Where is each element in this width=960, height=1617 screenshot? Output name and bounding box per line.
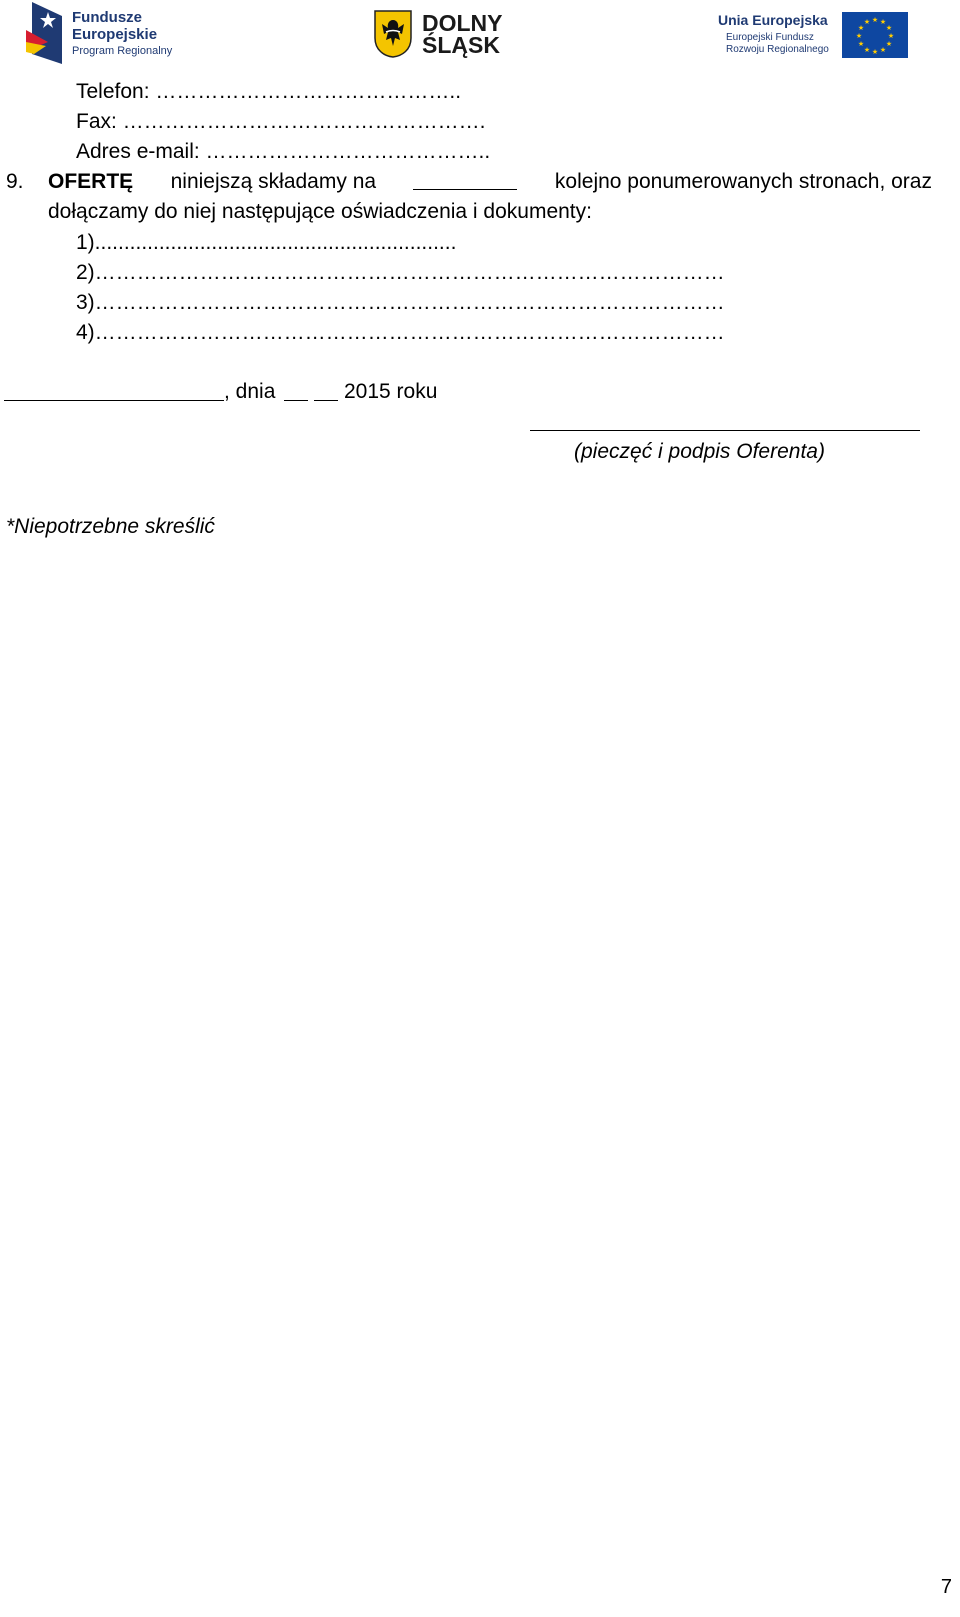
svg-text:★: ★: [857, 24, 865, 32]
attachment-item: 4)………………………………………………………………………………: [76, 321, 725, 344]
email-line: Adres e-mail: …………………………………..: [76, 140, 491, 163]
section-9-second-line: dołączamy do niej następujące oświadczenia i dokumenty:: [48, 200, 592, 223]
eu-logo-line3: Rozwoju Regionalnego: [726, 44, 829, 55]
svg-text:★: ★: [885, 40, 893, 48]
fe-logo-line2: Europejskie: [72, 26, 158, 43]
logo-fundusze-europejskie: [26, 2, 186, 64]
day-blank: [284, 400, 308, 401]
section-9-first-line: [48, 169, 932, 195]
ds-logo-line1: DOLNY: [422, 10, 503, 36]
ds-logo-line2: ŚLĄSK: [422, 32, 500, 58]
fe-logo-line3: Program Regionalny: [72, 45, 173, 57]
logo-dolny-slask: [374, 10, 514, 60]
svg-text:★: ★: [857, 40, 865, 48]
section-number: 9.: [6, 170, 24, 193]
svg-text:★: ★: [885, 24, 893, 32]
offer-text-before-blank: niniejszą składamy na: [170, 170, 377, 193]
page-count-blank: [413, 169, 517, 190]
place-blank: [4, 400, 224, 401]
fax-line: Fax: …………………………………………….: [76, 110, 486, 133]
fe-logo-icon: [26, 2, 62, 64]
eu-logo-line1: Unia Europejska: [718, 12, 828, 28]
signature-line: [530, 430, 920, 431]
logo-unia-europejska: [718, 10, 910, 60]
fe-logo-line1: Fundusze: [72, 9, 142, 26]
svg-text:★: ★: [871, 48, 879, 56]
svg-text:★: ★: [887, 32, 895, 40]
svg-text:★: ★: [863, 18, 871, 26]
svg-text:★: ★: [871, 16, 879, 24]
page-number: 7: [940, 1576, 952, 1598]
footnote: *Niepotrzebne skreślić: [6, 515, 215, 538]
offer-text-after-blank: kolejno ponumerowanych stronach, oraz: [554, 170, 932, 193]
attachment-item: 1)..............................................................: [76, 231, 457, 254]
svg-text:★: ★: [855, 32, 863, 40]
signature-caption: (pieczęć i podpis Oferenta): [574, 440, 825, 463]
eu-logo-line2: Europejski Fundusz: [726, 32, 814, 43]
svg-text:★: ★: [879, 18, 887, 26]
eagle-shield-icon: [374, 10, 412, 58]
svg-text:★: ★: [863, 46, 871, 54]
offer-bold-word: OFERTĘ: [48, 170, 134, 193]
eu-flag-icon: [842, 12, 908, 58]
date-year-label: 2015 roku: [344, 380, 438, 403]
svg-text:★: ★: [879, 46, 887, 54]
date-dnia-label: , dnia: [224, 380, 276, 403]
month-blank: [314, 400, 338, 401]
attachment-item: 3)………………………………………………………………………………: [76, 291, 725, 314]
attachment-item: 2)………………………………………………………………………………: [76, 261, 725, 284]
phone-line: Telefon: ……………………………………..: [76, 80, 462, 103]
